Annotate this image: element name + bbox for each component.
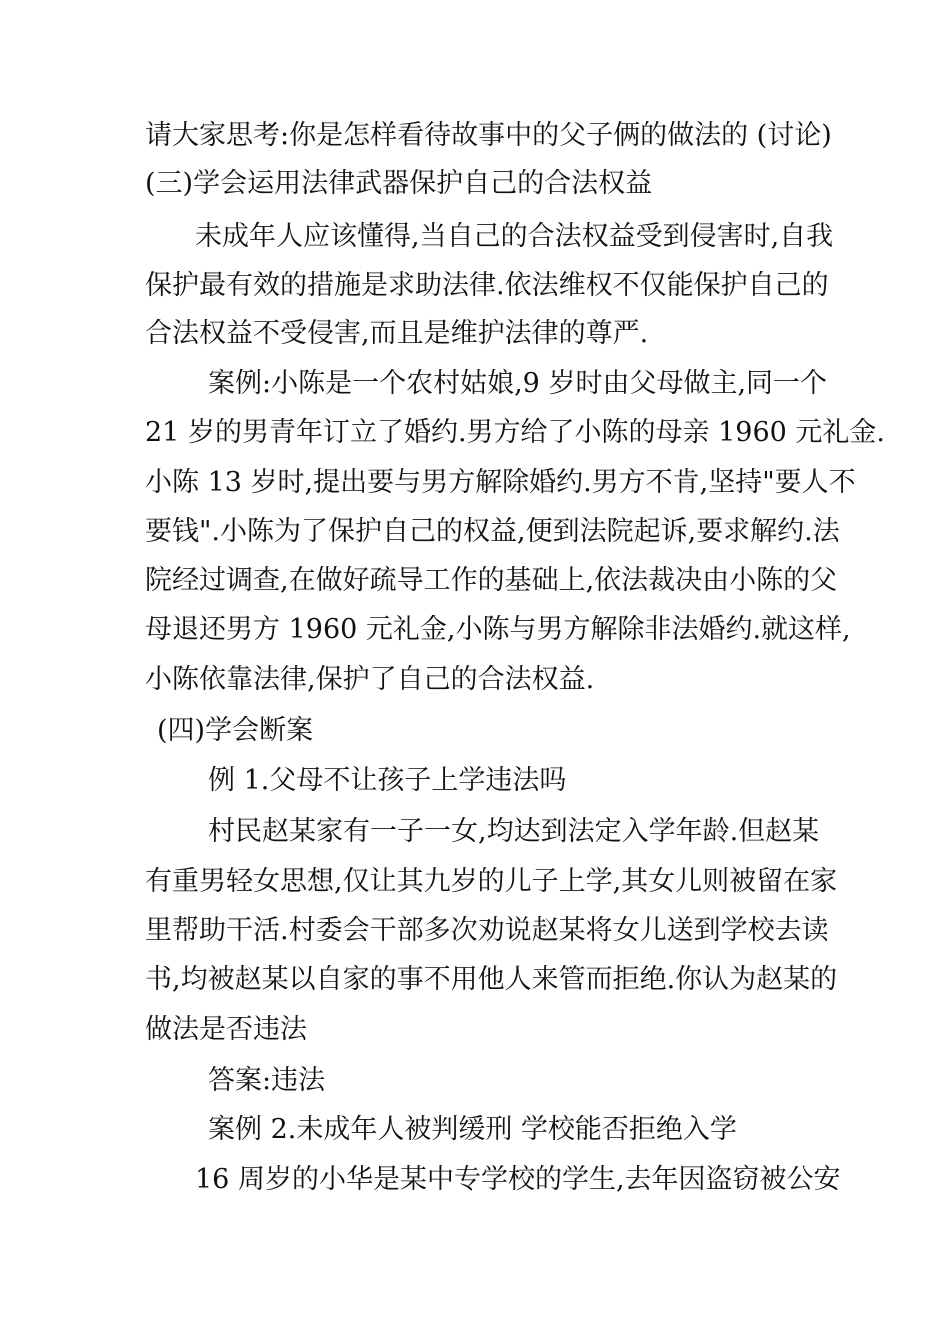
text-line-5: 合法权益不受侵害,而且是维护法律的尊严. <box>145 318 649 349</box>
text-line-16: 有重男轻女思想,仅让其九岁的儿子上学,其女儿则被留在家 <box>145 866 838 897</box>
text-line-18: 书,均被赵某以自家的事不用他人来管而拒绝.你认为赵某的 <box>145 964 838 995</box>
text-line-4: 保护最有效的措施是求助法律.依法维权不仅能保护自己的 <box>145 270 829 301</box>
text-line-19: 做法是否违法 <box>145 1014 307 1045</box>
text-line-8: 小陈 13 岁时,提出要与男方解除婚约.男方不肯,坚持"要人不 <box>145 467 856 498</box>
text-line-6: 案例:小陈是一个农村姑娘,9 岁时由父母做主,同一个 <box>208 368 828 399</box>
text-line-10: 院经过调查,在做好疏导工作的基础上,依法裁决由小陈的父 <box>145 565 838 596</box>
section-heading-4: (四)学会断案 <box>157 715 314 746</box>
text-line-11: 母退还男方 1960 元礼金,小陈与男方解除非法婚约.就这样, <box>145 614 851 645</box>
answer-line: 答案:违法 <box>208 1065 326 1096</box>
text-line-22: 16 周岁的小华是某中专学校的学生,去年因盗窃被公安 <box>195 1164 841 1195</box>
section-heading-3: (三)学会运用法律武器保护自己的合法权益 <box>145 168 653 199</box>
example-title-2: 案例 2.未成年人被判缓刑 学校能否拒绝入学 <box>208 1114 737 1145</box>
text-line-17: 里帮助干活.村委会干部多次劝说赵某将女儿送到学校去读 <box>145 915 829 946</box>
text-line-1: 请大家思考:你是怎样看待故事中的父子俩的做法的 (讨论) <box>145 120 832 151</box>
text-line-15: 村民赵某家有一子一女,均达到法定入学年龄.但赵某 <box>208 816 820 847</box>
example-title-1: 例 1.父母不让孩子上学违法吗 <box>208 765 567 796</box>
text-line-9: 要钱".小陈为了保护自己的权益,便到法院起诉,要求解约.法 <box>145 516 840 547</box>
text-line-7: 21 岁的男青年订立了婚约.男方给了小陈的母亲 1960 元礼金. <box>145 417 885 448</box>
text-line-3: 未成年人应该懂得,当自己的合法权益受到侵害时,自我 <box>195 221 834 252</box>
text-line-12: 小陈依靠法律,保护了自己的合法权益. <box>145 664 595 695</box>
